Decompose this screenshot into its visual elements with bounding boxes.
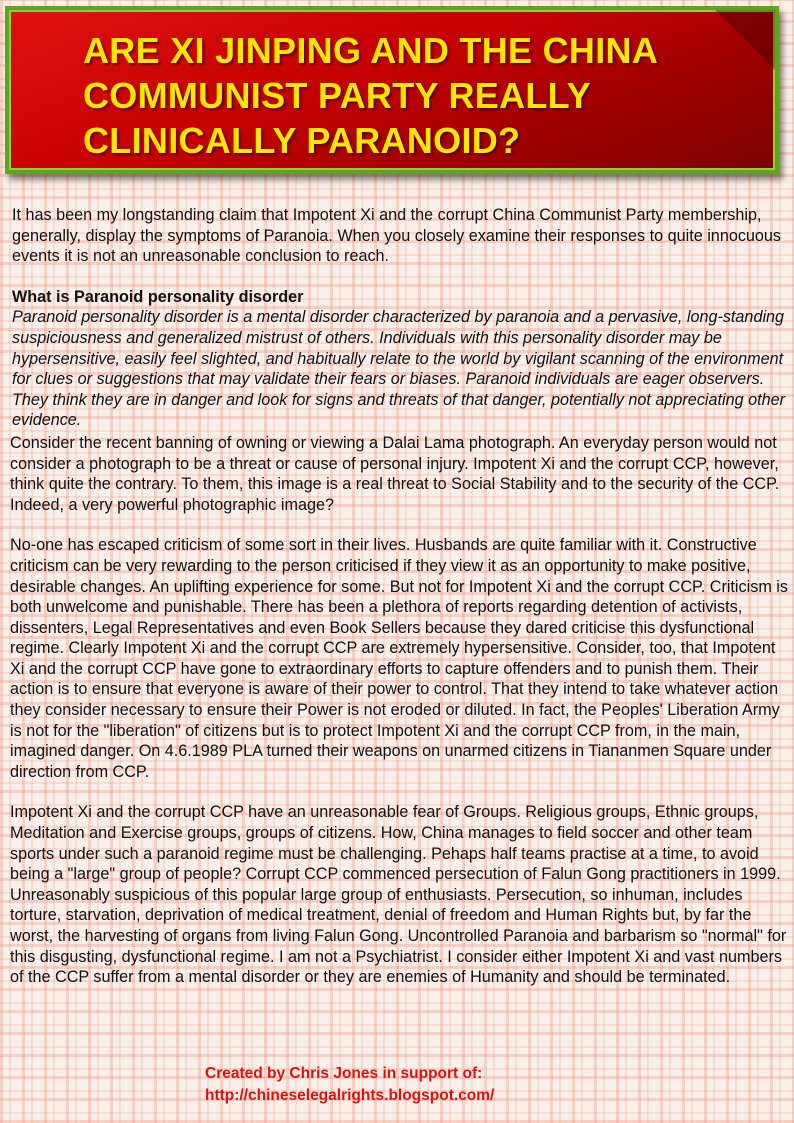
photo-ban-paragraph: Consider the recent banning of owning or viewing a Dalai Lama photograph. An everyday person would not consider a photograph to be a threat or cause of personal injury. Impotent Xi and the corrupt CCP, however, think quite the contrary. To them, this image is a real threat to Social Stability and to the security of the CCP. Indeed, a very powerful photographic image?	[10, 433, 780, 514]
criticism-paragraph: No-one has escaped criticism of some sort in their lives. Husbands are quite familiar with it. Constructive criticism can be very rewarding to the person criticised if they view it as an opportunity to make positive, desirable changes. An uplifting experience for some. But not for Impotent Xi and the corrupt CCP. Criticism is both unwelcome and punishable. There has been a plethora of reports regarding detention of activists, dissenters, Legal Representatives and even Book Sellers because they dared criticise this dysfunctional regime. Clearly Impotent Xi and the corrupt CCP are extremely hypersensitive. Consider, too, that Impotent Xi and the corrupt CCP have gone to extraordinary efforts to capture offenders and to punish them. Their action is to ensure that everyone is aware of their power to control. That they intend to take whatever action they consider necessary to ensure their Power is not eroded or diluted. In fact, the Peoples' Liberation Army is not for the "liberation" of citizens but is to protect Impotent Xi and the corrupt CCP from, in the main, imagined danger. On 4.6.1989 PLA turned their weapons on unarmed citizens in Tiananmen Square under direction from CCP.	[10, 536, 788, 781]
definition-paragraph: Paranoid personality disorder is a mental disorder characterized by paranoia and a pervasive, long-standing suspiciousness and generalized mistrust of others. Individuals with this personality disorder may be hypersensitive, easily feel slighted, and habitually relate to the world by vigilant scanning of the environment for clues or suggestions that may validate their fears or biases. Paranoid individuals are eager observers. They think they are in danger and look for signs and threats of that danger, potentially not appreciating other evidence.	[12, 308, 785, 430]
footer-credit	[205, 1063, 765, 1107]
definition-heading: What is Paranoid personality disorder	[12, 287, 304, 306]
page-title: ARE XI JINPING AND THE CHINA COMMUNIST PARTY REALLY CLINICALLY PARANOID?	[83, 30, 657, 161]
spacer	[10, 267, 790, 287]
spacer	[10, 782, 790, 802]
article-body	[10, 205, 790, 988]
spacer	[10, 515, 790, 535]
credit-text: Created by Chris Jones in support of:	[205, 1065, 483, 1082]
intro-paragraph: It has been my longstanding claim that Impotent Xi and the corrupt China Communist Party membership, generally, display the symptoms of Paranoia. When you closely examine their responses to quite innocuous events it is not an unreasonable conclusion to reach.	[12, 206, 782, 266]
groups-paragraph: Impotent Xi and the corrupt CCP have an unreasonable fear of Groups. Religious groups, Ethnic groups, Meditation and Exercise groups, groups of citizens. How, China manages to field soccer and other team sports under such a paranoid regime must be challenging. Pehaps half teams practise at a time, to avoid being a "large" group of people? Corrupt CCP commenced persecution of Falun Gong practitioners in 1999. Unreasonably suspicious of this popular large group of enthusiasts. Persecution, so inhuman, includes torture, starvation, deprivation of medical treatment, denial of freedom and Human Rights but, by far the worst, the harvesting of organs from living Falun Gong. Uncontrolled Paranoia and barbarism so "normal" for this disgusting, dysfunctional regime. I am not a Psychiatrist. I consider either Impotent Xi and vast numbers of the CCP suffer from a mental disorder or they are enemies of Humanity and should be terminated.	[10, 803, 787, 987]
blog-link[interactable]: http://chineselegalrights.blogspot.com/	[205, 1087, 495, 1104]
title-banner	[5, 6, 779, 174]
